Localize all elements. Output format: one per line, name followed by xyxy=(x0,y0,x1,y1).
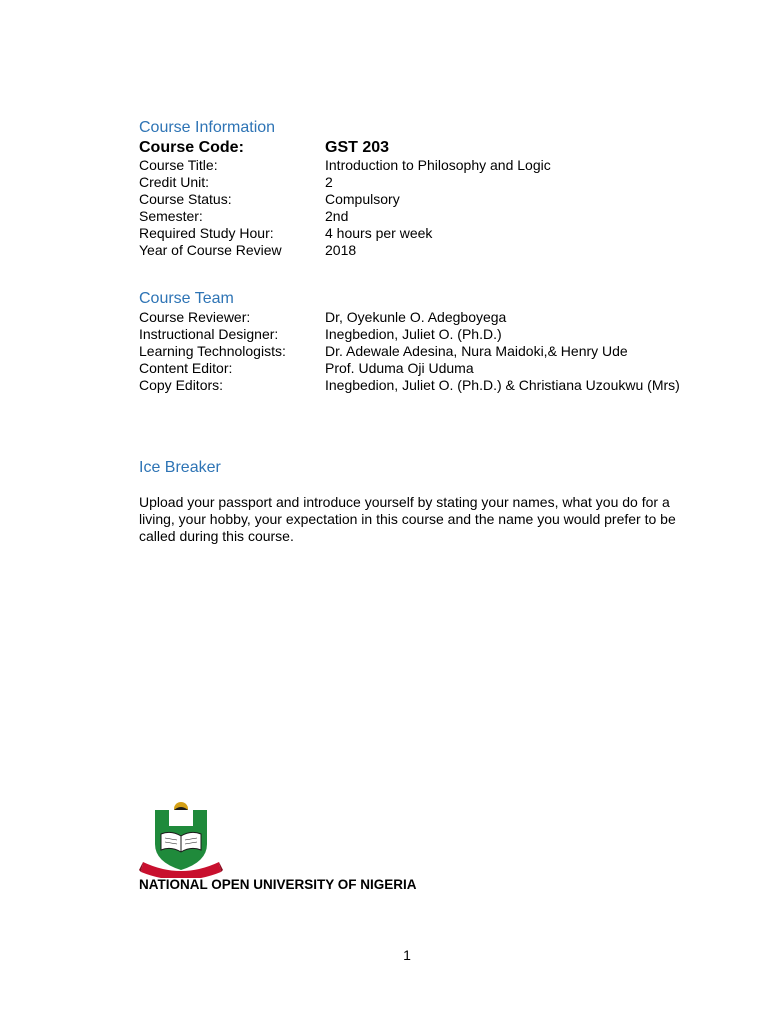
ice-breaker-heading: Ice Breaker xyxy=(139,459,221,476)
course-code-value: GST 203 xyxy=(325,139,390,156)
team-label: Instructional Designer: xyxy=(139,326,279,342)
team-value: Dr, Oyekunle O. Adegboyega xyxy=(325,309,507,325)
info-row xyxy=(139,191,739,208)
team-row xyxy=(139,377,739,394)
info-row xyxy=(139,157,739,174)
page-number: 1 xyxy=(403,947,411,963)
team-label: Content Editor: xyxy=(139,360,233,376)
university-crest-icon xyxy=(139,800,223,878)
team-row xyxy=(139,360,739,377)
team-value: Dr. Adewale Adesina, Nura Maidoki,& Henry Ude xyxy=(325,343,628,359)
course-team-heading: Course Team xyxy=(139,290,234,307)
info-label: Year of Course Review xyxy=(139,242,282,258)
info-label: Semester: xyxy=(139,208,203,224)
team-label: Learning Technologists: xyxy=(139,343,286,359)
info-label: Course Status: xyxy=(139,191,232,207)
info-label: Course Title: xyxy=(139,157,218,173)
info-row xyxy=(139,174,739,191)
ice-breaker-text: Upload your passport and introduce yourself by stating your names, what you do for a living, your hobby, your expectation in this course and the name you would prefer to be called during this course. xyxy=(139,494,676,544)
course-information-heading: Course Information xyxy=(139,119,276,136)
course-code-row xyxy=(139,138,739,157)
info-value: 2018 xyxy=(325,242,357,258)
team-value: Inegbedion, Juliet O. (Ph.D.) & Christiana Uzoukwu (Mrs) xyxy=(325,377,680,393)
team-label: Course Reviewer: xyxy=(139,309,251,325)
info-row xyxy=(139,242,739,259)
university-name: NATIONAL OPEN UNIVERSITY OF NIGERIA xyxy=(139,877,417,892)
info-label: Required Study Hour: xyxy=(139,225,274,241)
info-row xyxy=(139,225,739,242)
team-row xyxy=(139,309,739,326)
info-value: Introduction to Philosophy and Logic xyxy=(325,157,551,173)
team-row xyxy=(139,343,739,360)
info-value: Compulsory xyxy=(325,191,400,207)
info-row xyxy=(139,208,739,225)
course-code-label: Course Code: xyxy=(139,139,244,156)
info-value: 2nd xyxy=(325,208,349,224)
info-value: 4 hours per week xyxy=(325,225,433,241)
team-row xyxy=(139,326,739,343)
team-value: Inegbedion, Juliet O. (Ph.D.) xyxy=(325,326,502,342)
team-value: Prof. Uduma Oji Uduma xyxy=(325,360,474,376)
team-label: Copy Editors: xyxy=(139,377,224,393)
info-label: Credit Unit: xyxy=(139,174,210,190)
info-value: 2 xyxy=(325,174,333,190)
